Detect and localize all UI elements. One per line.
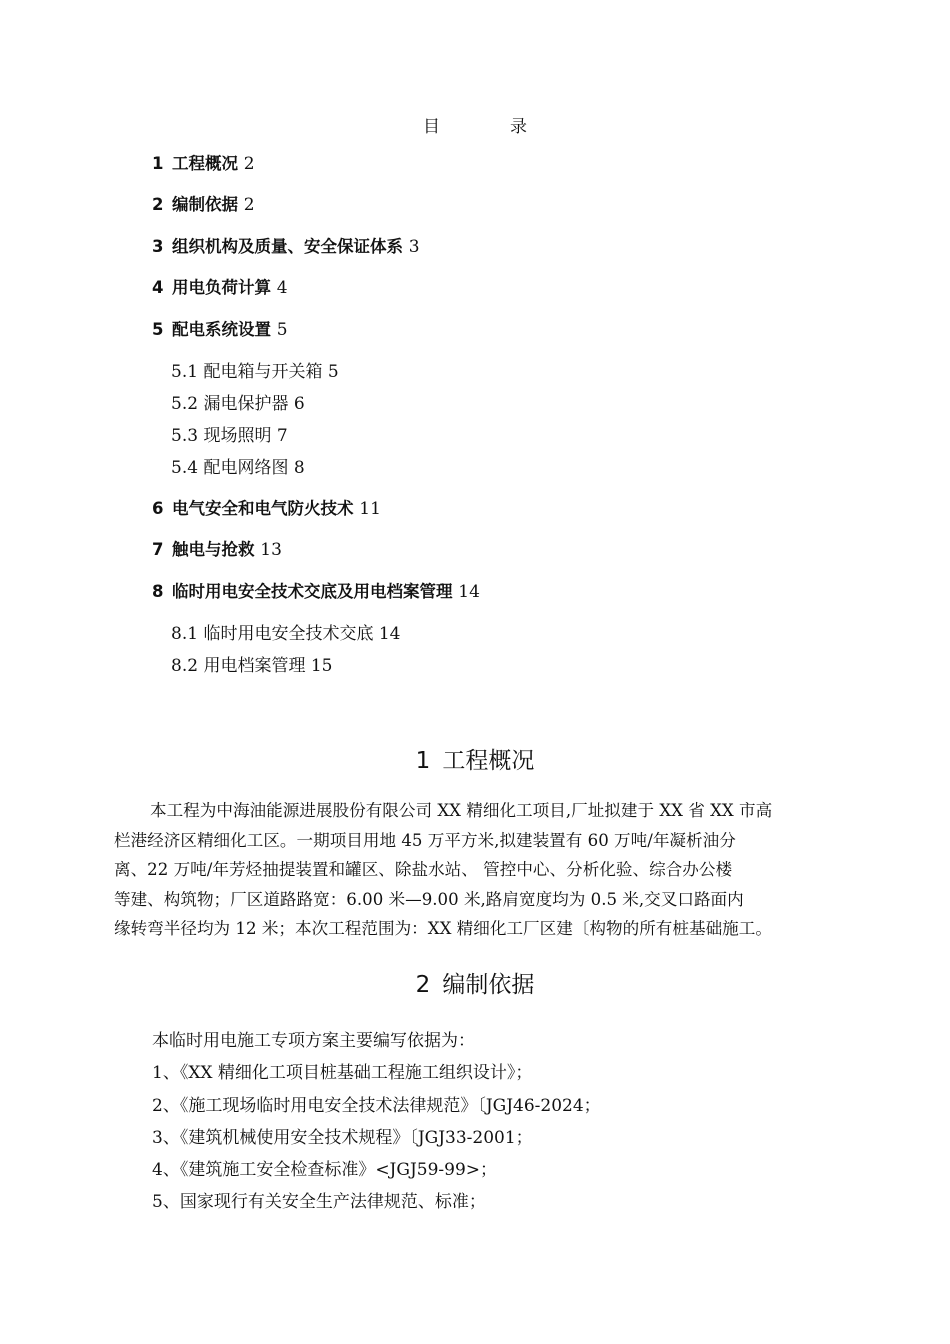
section-paragraph xyxy=(114,796,849,944)
toc-entry[interactable]: 5 配电系统设置 5 xyxy=(152,320,288,340)
toc-subentry[interactable]: 5.2 漏电保护器 6 xyxy=(171,394,305,414)
toc-entry[interactable]: 3 组织机构及质量、安全保证体系 3 xyxy=(152,237,420,257)
section-heading: 1 工程概况 xyxy=(415,748,535,774)
toc-entry[interactable]: 8 临时用电安全技术交底及用电档案管理 14 xyxy=(152,582,480,602)
paragraph-line: 缘转弯半径均为 12 米；本次工程范围为：XX 精细化工厂区建〔构物的所有桩基础施工。 xyxy=(114,919,772,939)
toc-entry[interactable]: 1 工程概况 2 xyxy=(152,154,255,174)
basis-item: 3、《建筑机械使用安全技术规程》〔JGJ33-2001； xyxy=(152,1128,533,1148)
toc-title-left: 目 xyxy=(423,117,440,137)
toc-subentry[interactable]: 5.3 现场照明 7 xyxy=(171,426,288,446)
toc-subentry[interactable]: 8.2 用电档案管理 15 xyxy=(171,656,333,676)
toc-entry[interactable]: 4 用电负荷计算 4 xyxy=(152,278,288,298)
basis-item: 1、《XX 精细化工项目桩基础工程施工组织设计》； xyxy=(152,1063,533,1083)
basis-intro: 本临时用电施工专项方案主要编写依据为： xyxy=(152,1031,475,1051)
paragraph-line: 栏港经济区精细化工区。一期项目用地 45 万平方米,拟建装置有 60 万吨/年凝析油分 xyxy=(114,830,736,850)
toc-title xyxy=(0,112,950,137)
paragraph-line: 等建、构筑物；厂区道路路宽：6.00 米—9.00 米,路肩宽度均为 0.5 米,交叉口路面内 xyxy=(114,889,744,909)
paragraph-line: 本工程为中海油能源进展股份有限公司 XX 精细化工项目,厂址拟建于 XX 省 XX 市高 xyxy=(150,801,773,820)
basis-item: 2、《施工现场临时用电安全技术法律规范》〔JGJ46-2024； xyxy=(152,1096,601,1116)
toc-entry[interactable]: 2 编制依据 2 xyxy=(152,195,255,215)
toc-subentry[interactable]: 5.1 配电箱与开关箱 5 xyxy=(171,362,339,382)
toc-entry[interactable]: 6 电气安全和电气防火技术 11 xyxy=(152,499,381,519)
basis-item: 5、国家现行有关安全生产法律规范、标准； xyxy=(152,1192,486,1212)
section-heading: 2 编制依据 xyxy=(415,972,535,998)
toc-subentry[interactable]: 8.1 临时用电安全技术交底 14 xyxy=(171,624,401,644)
toc-entry[interactable]: 7 触电与抢救 13 xyxy=(152,540,282,560)
basis-item: 4、《建筑施工安全检查标准》<JGJ59-99>； xyxy=(152,1160,498,1180)
toc-subentry[interactable]: 5.4 配电网络图 8 xyxy=(171,458,305,478)
paragraph-line: 离、22 万吨/年芳烃抽提装置和罐区、除盐水站、 管控中心、分析化验、综合办公楼 xyxy=(114,860,733,880)
toc-title-right: 录 xyxy=(510,117,527,137)
